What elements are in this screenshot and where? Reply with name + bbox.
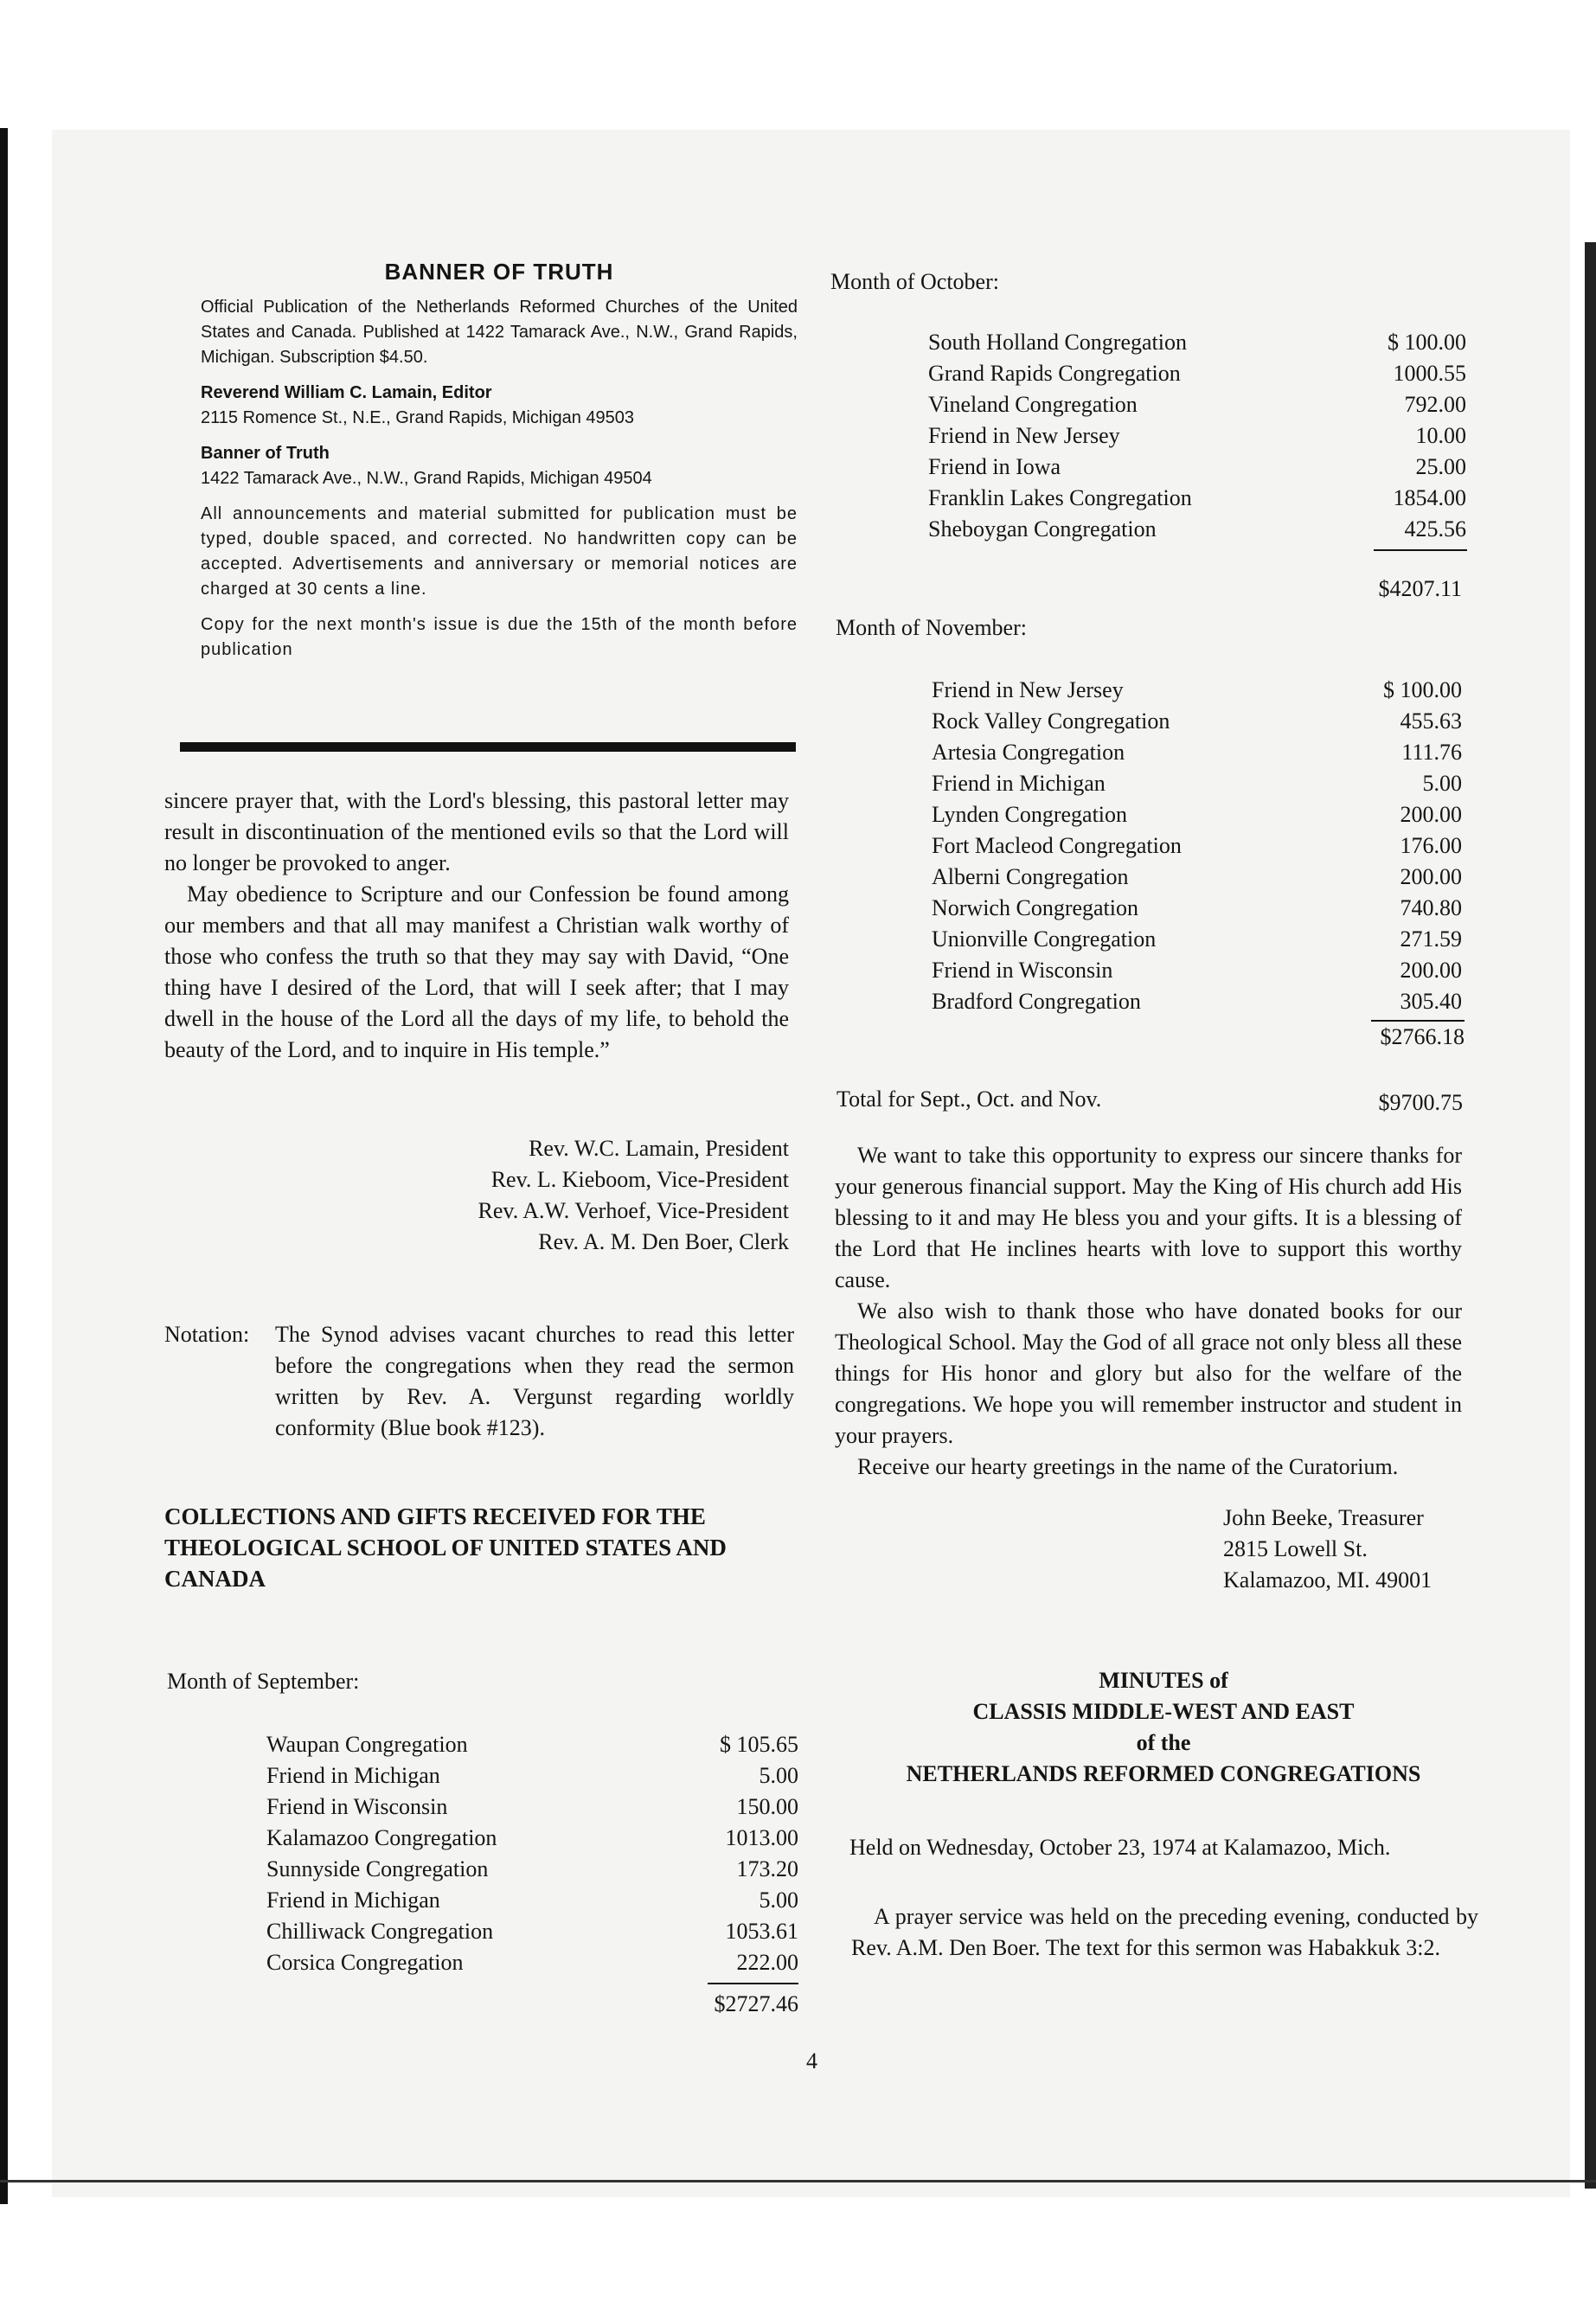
month-november-label: Month of November: bbox=[836, 615, 1027, 640]
collection-name: Bradford Congregation bbox=[932, 989, 1141, 1014]
treasurer-line: 2815 Lowell St. bbox=[1223, 1536, 1368, 1561]
collection-amount: 455.63 bbox=[1400, 708, 1462, 734]
banner-editor-address: 2115 Romence St., N.E., Grand Rapids, Michigan 49503 bbox=[201, 408, 635, 427]
signature-line: Rev. A.W. Verhoef, Vice-President bbox=[478, 1198, 789, 1223]
collection-row bbox=[266, 1916, 798, 1947]
collection-amount: 150.00 bbox=[736, 1794, 798, 1819]
collection-name: Friend in Michigan bbox=[266, 1763, 440, 1788]
collection-name: Norwich Congregation bbox=[932, 895, 1139, 920]
collection-amount: 10.00 bbox=[1415, 423, 1466, 448]
treasurer-line: Kalamazoo, MI. 49001 bbox=[1223, 1567, 1433, 1593]
banner-masthead bbox=[201, 260, 798, 673]
collection-name: Unionville Congregation bbox=[932, 926, 1157, 952]
banner-publication: Official Publication of the Netherlands Reformed Churches of the United States and Canada. Published at 1422 Tamarack Ave., N.W., Grand Rapids, Michigan. Subscription $4.50. bbox=[201, 298, 798, 367]
minutes-title-line: CLASSIS MIDDLE-WEST AND EAST bbox=[972, 1699, 1355, 1724]
collection-name: Fort Macleod Congregation bbox=[932, 833, 1182, 858]
collection-amount: $ 100.00 bbox=[1388, 330, 1466, 355]
october-total-rule bbox=[1374, 549, 1467, 551]
banner-deadline: Copy for the next month's issue is due the 15th of the month before publication bbox=[201, 615, 798, 659]
collection-amount: 1013.00 bbox=[725, 1825, 798, 1850]
september-total: $2727.46 bbox=[714, 1991, 798, 2016]
grand-total-label: Total for Sept., Oct. and Nov. bbox=[836, 1086, 1102, 1112]
collection-name: Sheboygan Congregation bbox=[928, 516, 1157, 542]
november-list bbox=[932, 675, 1462, 1017]
collection-amount: 5.00 bbox=[759, 1763, 798, 1788]
collection-name: Waupan Congregation bbox=[266, 1732, 468, 1757]
collection-amount: 1053.61 bbox=[725, 1919, 798, 1944]
collection-row bbox=[928, 420, 1466, 452]
october-list bbox=[928, 327, 1466, 545]
collection-amount: 200.00 bbox=[1400, 802, 1462, 827]
page-number: 4 bbox=[806, 2048, 817, 2073]
treasurer-line: John Beeke, Treasurer bbox=[1223, 1505, 1424, 1530]
collection-row bbox=[928, 327, 1466, 358]
collection-name: Friend in Iowa bbox=[928, 454, 1061, 479]
collection-row bbox=[266, 1947, 798, 1978]
collection-row bbox=[928, 358, 1466, 389]
thanks-paragraph-1: We want to take this opportunity to express our sincere thanks for your generous financial support. May the King of His church add His blessing to it and may He bless you and your gifts. It is a blessing of the Lord that He inclines hearts with love to support this worthy cause. bbox=[835, 1143, 1462, 1292]
collection-row bbox=[932, 830, 1462, 862]
collection-amount: 25.00 bbox=[1415, 454, 1466, 479]
banner-title: BANNER OF TRUTH bbox=[384, 259, 614, 285]
month-october-label: Month of October: bbox=[830, 269, 999, 294]
collections-heading: COLLECTIONS AND GIFTS RECEIVED FOR THE THEOLOGICAL SCHOOL OF UNITED STATES AND CANADA bbox=[164, 1503, 727, 1592]
collection-name: Grand Rapids Congregation bbox=[928, 361, 1181, 386]
month-september-label: Month of September: bbox=[167, 1669, 360, 1694]
collection-amount: 1000.55 bbox=[1393, 361, 1466, 386]
collection-amount: 271.59 bbox=[1400, 926, 1462, 952]
letter-paragraph-2: May obedience to Scripture and our Confession be found among our members and that all may manifest a Christian walk worthy of those who confess the truth so that they may say with David, “One thing have I desired of the Lord, that will I seek after; that I may dwell in the house of the Lord all the days of my life, to behold the beauty of the Lord, and to inquire in His temple.” bbox=[164, 881, 789, 1062]
collection-amount: 200.00 bbox=[1400, 864, 1462, 889]
collection-row bbox=[928, 389, 1466, 420]
september-list bbox=[266, 1729, 798, 1978]
collection-row bbox=[932, 768, 1462, 799]
november-total: $2766.18 bbox=[1380, 1024, 1465, 1049]
collection-row bbox=[932, 737, 1462, 768]
minutes-title-line: NETHERLANDS REFORMED CONGREGATIONS bbox=[906, 1761, 1421, 1786]
october-total: $4207.11 bbox=[1378, 576, 1462, 601]
collection-name: Rock Valley Congregation bbox=[932, 708, 1170, 734]
thanks-paragraph-3: Receive our hearty greetings in the name of the Curatorium. bbox=[857, 1454, 1399, 1479]
collection-amount: 111.76 bbox=[1401, 740, 1462, 765]
minutes-title-line: of the bbox=[1136, 1730, 1191, 1755]
collection-row bbox=[932, 706, 1462, 737]
collection-name: Chilliwack Congregation bbox=[266, 1919, 494, 1944]
thanks-paragraph-2: We also wish to thank those who have donated books for our Theological School. May the God of all grace not only bless all these things for His honor and glory but also for the welfare of the congregations. We hope you will remember instructor and student in your prayers. bbox=[835, 1298, 1462, 1448]
collection-name: Artesia Congregation bbox=[932, 740, 1125, 765]
collection-amount: 792.00 bbox=[1404, 392, 1466, 417]
thanks-text bbox=[835, 1140, 1462, 1483]
minutes-prayer bbox=[851, 1901, 1478, 1964]
collection-name: Alberni Congregation bbox=[932, 864, 1129, 889]
collection-amount: 425.56 bbox=[1404, 516, 1466, 542]
collection-amount: 740.80 bbox=[1400, 895, 1462, 920]
collection-name: Friend in Michigan bbox=[932, 771, 1106, 796]
minutes-title-line: MINUTES of bbox=[1099, 1668, 1228, 1693]
collection-amount: 5.00 bbox=[1422, 771, 1462, 796]
notation bbox=[164, 1319, 794, 1444]
collection-row bbox=[266, 1854, 798, 1885]
collection-name: Corsica Congregation bbox=[266, 1950, 464, 1975]
signature-line: Rev. L. Kieboom, Vice-President bbox=[490, 1167, 789, 1192]
collection-row bbox=[932, 675, 1462, 706]
collection-row bbox=[266, 1760, 798, 1791]
notation-label: Notation: bbox=[164, 1322, 250, 1347]
minutes-prayer-text: A prayer service was held on the preceding evening, conducted by Rev. A.M. Den Boer. The text for this sermon was Habakkuk 3:2. bbox=[851, 1904, 1478, 1960]
minutes-held: Held on Wednesday, October 23, 1974 at Kalamazoo, Mich. bbox=[849, 1835, 1391, 1860]
collection-row bbox=[928, 483, 1466, 514]
signature-block bbox=[363, 1133, 789, 1258]
collection-row bbox=[266, 1791, 798, 1823]
scan-edge-bottom bbox=[0, 2180, 1596, 2182]
letter-paragraph-1: sincere prayer that, with the Lord's blessing, this pastoral letter may result in discontinuation of the mentioned evils so that the Lord will no longer be provoked to anger. bbox=[164, 788, 789, 875]
banner-editor-name: Reverend William C. Lamain, Editor bbox=[201, 383, 492, 402]
banner-office-address: 1422 Tamarack Ave., N.W., Grand Rapids, Michigan 49504 bbox=[201, 469, 652, 488]
collection-name: South Holland Congregation bbox=[928, 330, 1187, 355]
collection-amount: 176.00 bbox=[1400, 833, 1462, 858]
collection-amount: 305.40 bbox=[1400, 989, 1462, 1014]
collection-row bbox=[928, 452, 1466, 483]
scan-edge-right bbox=[1585, 242, 1596, 2189]
collection-amount: 200.00 bbox=[1400, 958, 1462, 983]
collection-amount: $ 105.65 bbox=[720, 1732, 798, 1757]
collection-name: Friend in Wisconsin bbox=[266, 1794, 448, 1819]
collection-name: Friend in Wisconsin bbox=[932, 958, 1113, 983]
collection-amount: 1854.00 bbox=[1393, 485, 1466, 510]
collection-name: Friend in Michigan bbox=[266, 1888, 440, 1913]
collection-row bbox=[932, 799, 1462, 830]
collection-name: Sunnyside Congregation bbox=[266, 1856, 489, 1881]
banner-announcements: All announcements and material submitted for publication must be typed, double spaced, and corrected. No handwritten copy can be accepted. Advertisements and anniversary or memorial notices are charged at 30 cents a line. bbox=[201, 504, 798, 599]
collection-row bbox=[932, 986, 1462, 1017]
collection-row bbox=[932, 955, 1462, 986]
november-total-rule bbox=[1371, 1020, 1465, 1022]
collection-name: Kalamazoo Congregation bbox=[266, 1825, 497, 1850]
collection-amount: $ 100.00 bbox=[1383, 677, 1462, 702]
collection-name: Franklin Lakes Congregation bbox=[928, 485, 1192, 510]
collection-name: Friend in New Jersey bbox=[928, 423, 1120, 448]
scan-edge-left bbox=[0, 128, 8, 2204]
minutes-title bbox=[835, 1665, 1492, 1790]
notation-text: The Synod advises vacant churches to read this letter before the congregations when they read the sermon written by Rev. A. Vergunst regarding worldly conformity (Blue book #123). bbox=[275, 1322, 794, 1440]
collection-name: Friend in New Jersey bbox=[932, 677, 1124, 702]
september-total-rule bbox=[708, 1983, 798, 1984]
collection-amount: 222.00 bbox=[736, 1950, 798, 1975]
collection-name: Lynden Congregation bbox=[932, 802, 1128, 827]
collection-amount: 5.00 bbox=[759, 1888, 798, 1913]
banner-rule bbox=[180, 742, 796, 752]
collection-row bbox=[932, 893, 1462, 924]
grand-total: $9700.75 bbox=[1378, 1090, 1463, 1115]
letter-body bbox=[164, 785, 789, 1066]
collection-row bbox=[266, 1823, 798, 1854]
collection-amount: 173.20 bbox=[736, 1856, 798, 1881]
signature-line: Rev. A. M. Den Boer, Clerk bbox=[538, 1229, 789, 1254]
collection-row bbox=[928, 514, 1466, 545]
banner-office-name: Banner of Truth bbox=[201, 444, 330, 463]
collection-row bbox=[932, 862, 1462, 893]
collection-name: Vineland Congregation bbox=[928, 392, 1138, 417]
collection-row bbox=[932, 924, 1462, 955]
signature-line: Rev. W.C. Lamain, President bbox=[529, 1136, 789, 1161]
collection-row bbox=[266, 1729, 798, 1760]
treasurer-block bbox=[1223, 1503, 1432, 1596]
collection-row bbox=[266, 1885, 798, 1916]
